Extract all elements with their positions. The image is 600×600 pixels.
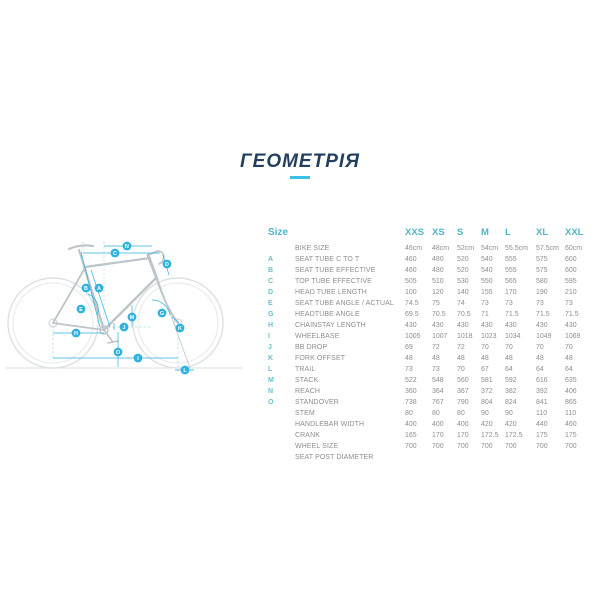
row-letter: M [268,377,274,384]
table-cell: 600 [565,267,577,274]
svg-text:D: D [165,262,169,268]
table-cell: 73 [565,300,573,307]
table-cell: 170 [432,432,444,439]
table-cell: 367 [457,388,469,395]
table-row [268,430,600,441]
table-cell: 430 [405,322,417,329]
column-header-xxs: XXS [405,226,425,238]
row-label: WHEELBASE [295,333,340,340]
table-cell: 48 [457,355,465,362]
badge-trail [181,366,190,375]
badge-standover [114,348,123,357]
table-row [268,386,600,397]
table-cell: 69.5 [405,311,419,318]
table-cell: 71 [481,311,489,318]
table-cell: 700 [565,443,577,450]
column-header-xxl: XXL [565,226,584,238]
svg-text:H: H [74,331,78,337]
row-label: CHAINSTAY LENGTH [295,322,366,329]
badge-seat-tube-effective [82,284,91,293]
table-row [268,320,600,331]
table-cell: 460 [405,256,417,263]
table-cell: 48 [505,355,513,362]
table-cell: 54cm [481,245,499,252]
table-cell: 540 [481,256,493,263]
table-cell: 90 [481,410,489,417]
table-cell: 520 [457,256,469,263]
row-label: SEAT TUBE EFFECTIVE [295,267,376,274]
table-cell: 1069 [565,333,581,340]
table-cell: 48 [405,355,413,362]
row-label: BB DROP [295,344,328,351]
table-cell: 460 [405,267,417,274]
table-cell: 80 [432,410,440,417]
table-cell: 70.5 [432,311,446,318]
table-cell: 172.5 [481,432,499,439]
table-cell: 72 [457,344,465,351]
table-cell: 64 [505,366,513,373]
table-cell: 530 [457,278,469,285]
table-cell: 48 [432,355,440,362]
table-cell: 360 [405,388,417,395]
badge-chainstay [72,329,81,338]
table-cell: 73 [405,366,413,373]
table-cell: 70 [457,366,465,373]
badge-fork-offset [176,324,185,333]
table-cell: 75 [432,300,440,307]
svg-text:C: C [113,251,117,257]
table-cell: 790 [457,399,469,406]
svg-text:O: O [115,350,121,356]
table-cell: 70 [565,344,573,351]
row-letter: E [268,300,273,307]
bike-geometry-diagram [0,228,250,386]
table-cell: 67 [481,366,489,373]
table-cell: 635 [565,377,577,384]
table-row [268,309,600,320]
table-cell: 140 [457,289,469,296]
table-cell: 700 [481,443,493,450]
badge-seat-angle [77,305,86,314]
row-label: BIKE SIZE [295,245,330,252]
size-column-header: Size [268,226,289,238]
table-cell: 540 [481,267,493,274]
row-label: STANDOVER [295,399,339,406]
table-cell: 767 [432,399,444,406]
row-letter: H [268,322,274,329]
table-cell: 616 [536,377,548,384]
table-cell: 581 [481,377,493,384]
badge-seat-tube [95,284,104,293]
table-row [268,375,600,386]
column-header-m: M [481,226,489,238]
svg-text:J: J [122,325,126,331]
row-letter: N [268,388,274,395]
table-row [268,342,600,353]
table-cell: 480 [432,256,444,263]
table-cell: 430 [536,322,548,329]
table-cell: 52cm [457,245,475,252]
table-cell: 165 [405,432,417,439]
table-cell: 555 [505,267,517,274]
row-letter: J [268,344,272,351]
table-cell: 560 [457,377,469,384]
table-cell: 595 [565,278,577,285]
table-cell: 120 [432,289,444,296]
table-cell: 406 [565,388,577,395]
table-cell: 1049 [536,333,552,340]
table-cell: 74 [457,300,465,307]
column-header-s: S [457,226,464,238]
table-row [268,243,600,254]
table-cell: 364 [432,388,444,395]
table-cell: 600 [565,256,577,263]
table-cell: 700 [536,443,548,450]
table-cell: 865 [565,399,577,406]
table-cell: 80 [405,410,413,417]
table-cell: 430 [481,322,493,329]
table-cell: 480 [432,267,444,274]
row-label: SEAT POST DIAMETER [295,454,374,461]
table-cell: 70.5 [457,311,471,318]
table-cell: 64 [536,366,544,373]
row-letter: L [268,366,273,373]
badge-wheelbase [134,354,143,363]
row-label: REACH [295,388,321,395]
table-cell: 70 [505,344,513,351]
table-cell: 1034 [505,333,521,340]
svg-text:B: B [84,286,88,292]
table-cell: 392 [536,388,548,395]
table-cell: 80 [457,410,465,417]
row-letter: D [268,289,274,296]
table-cell: 71.5 [505,311,519,318]
table-cell: 64 [565,366,573,373]
table-cell: 520 [457,267,469,274]
svg-text:E: E [79,307,83,313]
table-cell: 70 [481,344,489,351]
badge-head-tube [163,260,172,269]
badge-bb-drop [120,323,129,332]
table-cell: 700 [505,443,517,450]
table-cell: 210 [565,289,577,296]
table-cell: 170 [457,432,469,439]
badge-head-angle [158,309,167,318]
table-cell: 73 [505,300,513,307]
table-cell: 430 [505,322,517,329]
table-cell: 48 [565,355,573,362]
table-cell: 73 [432,366,440,373]
table-row [268,364,600,375]
table-cell: 400 [457,421,469,428]
svg-text:G: G [159,311,165,317]
table-cell: 804 [481,399,493,406]
row-label: SEAT TUBE C TO T [295,256,360,263]
table-cell: 46cm [405,245,423,252]
table-row [268,265,600,276]
table-cell: 824 [505,399,517,406]
table-cell: 48cm [432,245,450,252]
table-cell: 170 [505,289,517,296]
table-row [268,287,600,298]
badge-top-tube [111,249,120,258]
svg-text:N: N [125,244,129,250]
row-label: HEADTUBE ANGLE [295,311,360,318]
table-cell: 420 [505,421,517,428]
table-cell: 172.5 [505,432,523,439]
table-row [268,408,600,419]
table-cell: 72 [432,344,440,351]
table-cell: 1018 [457,333,473,340]
svg-text:M: M [129,315,135,321]
table-cell: 190 [536,289,548,296]
table-row [268,419,600,430]
table-row [268,298,600,309]
svg-text:I: I [137,356,139,362]
geometry-table [268,224,600,463]
table-cell: 841 [536,399,548,406]
table-cell: 175 [536,432,548,439]
dimension-lines [53,246,194,370]
table-row [268,452,600,463]
table-cell: 90 [505,410,513,417]
table-cell: 430 [565,322,577,329]
table-cell: 555 [505,256,517,263]
table-row [268,254,600,265]
table-cell: 400 [432,421,444,428]
table-cell: 580 [536,278,548,285]
row-letter: B [268,267,274,274]
table-cell: 73 [536,300,544,307]
row-letter: A [268,256,274,263]
column-header-l: L [505,226,511,238]
table-cell: 550 [481,278,493,285]
table-header-row [268,224,600,240]
table-row [268,353,600,364]
table-cell: 548 [432,377,444,384]
table-cell: 110 [565,410,577,417]
table-cell: 175 [565,432,577,439]
row-letter: K [268,355,274,362]
table-cell: 57.5cm [536,245,559,252]
table-cell: 71.5 [536,311,550,318]
table-cell: 700 [432,443,444,450]
table-cell: 155 [481,289,493,296]
table-cell: 382 [505,388,517,395]
row-letter: I [268,333,270,340]
row-label: STEM [295,410,315,417]
table-row [268,331,600,342]
table-cell: 700 [405,443,417,450]
row-letter: O [268,399,274,406]
table-cell: 522 [405,377,417,384]
table-cell: 400 [405,421,417,428]
table-cell: 110 [536,410,548,417]
table-body [268,243,600,463]
table-cell: 71.5 [565,311,579,318]
row-letter: G [268,311,274,318]
svg-text:K: K [178,326,182,332]
row-label: FORK OFFSET [295,355,346,362]
table-cell: 575 [536,256,548,263]
row-label: WHEEL SIZE [295,443,339,450]
table-cell: 1023 [481,333,497,340]
title-block [0,151,600,179]
table-cell: 565 [505,278,517,285]
table-cell: 440 [536,421,548,428]
table-cell: 48 [536,355,544,362]
svg-text:L: L [183,368,187,374]
table-cell: 460 [565,421,577,428]
table-cell: 69 [405,344,413,351]
svg-text:A: A [97,286,101,292]
table-cell: 510 [432,278,444,285]
row-label: TRAIL [295,366,316,373]
table-cell: 74.5 [405,300,419,307]
row-label: STACK [295,377,319,384]
table-cell: 48 [481,355,489,362]
row-letter: C [268,278,274,285]
row-label: TOP TUBE EFFECTIVE [295,278,372,285]
row-label: HANDLEBAR WIDTH [295,421,365,428]
table-cell: 575 [536,267,548,274]
table-cell: 430 [457,322,469,329]
badge-reach [123,242,132,251]
table-cell: 70 [536,344,544,351]
table-cell: 55.5cm [505,245,528,252]
table-cell: 1007 [432,333,448,340]
row-label: CRANK [295,432,321,439]
page-title: ГЕОМЕТРІЯ [239,151,361,172]
table-cell: 1005 [405,333,421,340]
table-cell: 430 [432,322,444,329]
row-label: SEAT TUBE ANGLE / ACTUAL [295,300,394,307]
table-cell: 592 [505,377,517,384]
table-cell: 372 [481,388,493,395]
table-row [268,441,600,452]
table-cell: 100 [405,289,417,296]
row-label: HEAD TUBE LENGTH [295,289,367,296]
table-cell: 60cm [565,245,583,252]
column-header-xs: XS [432,226,445,238]
table-row [268,276,600,287]
title-underline-accent [290,176,310,179]
table-cell: 738 [405,399,417,406]
table-cell: 73 [481,300,489,307]
table-cell: 420 [481,421,493,428]
table-cell: 505 [405,278,417,285]
column-header-xl: XL [536,226,549,238]
table-row [268,397,600,408]
table-cell: 700 [457,443,469,450]
badge-stack [128,313,137,322]
